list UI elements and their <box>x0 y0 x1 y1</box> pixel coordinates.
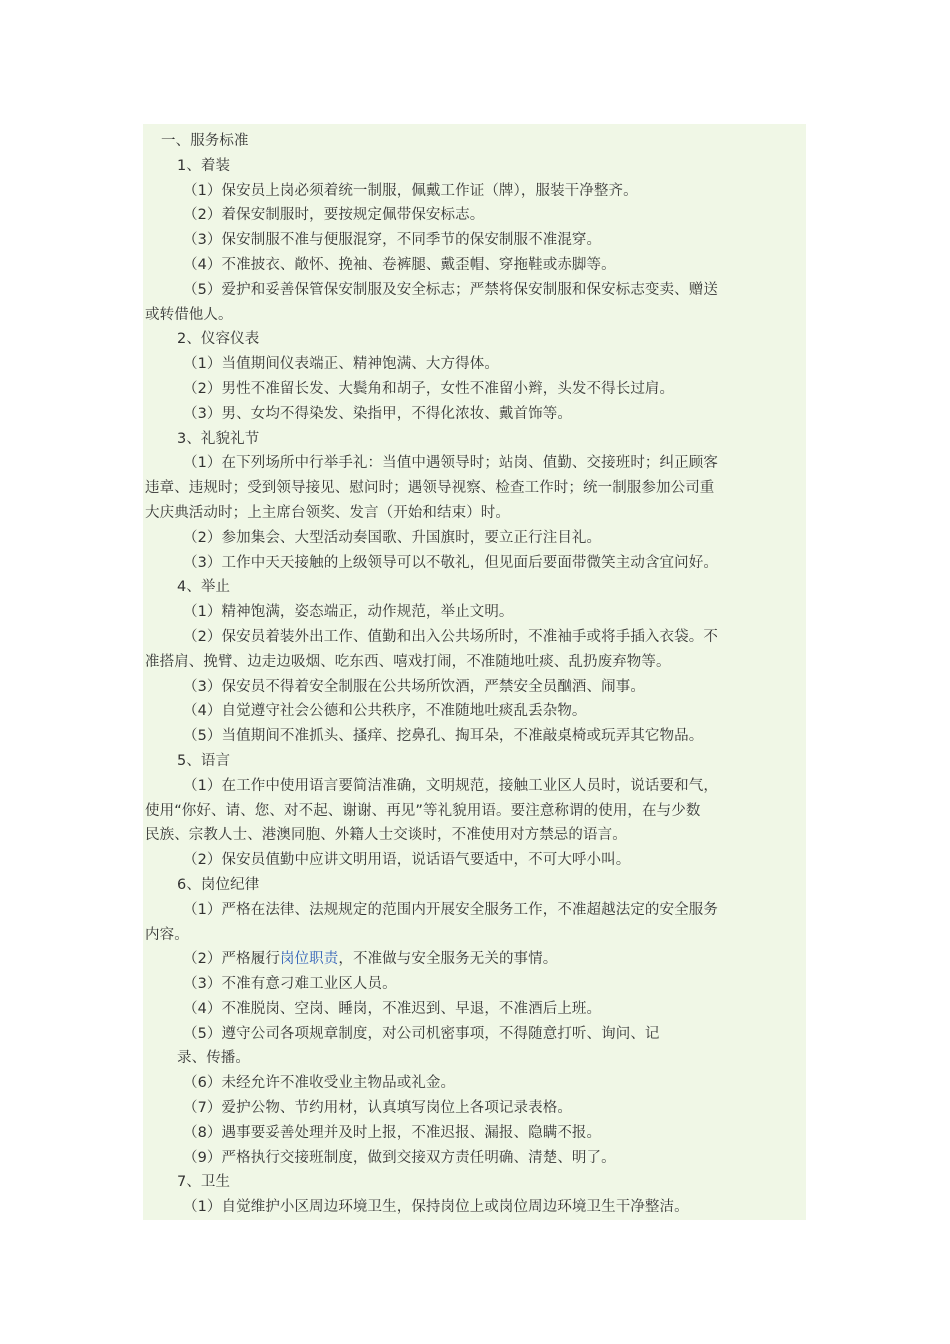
job-duties-link[interactable]: 岗位职责 <box>279 951 339 968</box>
document-line: （3）不准有意刁难工业区人员。 <box>183 976 397 993</box>
document-line: 大庆典活动时；上主席台领奖、发言（开始和结束）时。 <box>145 504 510 521</box>
document-line: 4、举止 <box>177 579 231 596</box>
document-line: （1）自觉维护小区周边环境卫生，保持岗位上或岗位周边环境卫生干净整洁。 <box>183 1199 689 1216</box>
document-line: 准搭肩、挽臂、边走边吸烟、吃东西、嘻戏打闹，不准随地吐痰、乱扔废弃物等。 <box>145 653 671 670</box>
line-text-after: ，不准做与安全服务无关的事情。 <box>338 951 558 968</box>
document-line: 3、礼貌礼节 <box>177 430 260 447</box>
document-line: （3）工作中天天接触的上级领导可以不敬礼，但见面后要面带微笑主动含宜问好。 <box>183 554 718 571</box>
document-line: （1）在工作中使用语言要简洁准确，文明规范，接触工业区人员时，说话要和气， <box>183 777 718 794</box>
document-line: （2）保安员着装外出工作、值勤和出入公共场所时，不准袖手或将手插入衣袋。不 <box>183 628 718 645</box>
document-line: （2）男性不准留长发、大鬓角和胡子，女性不准留小辫，头发不得长过肩。 <box>183 380 675 397</box>
document-line: （7）爱护公物、节约用材，认真填写岗位上各项记录表格。 <box>183 1100 572 1117</box>
document-line: 内容。 <box>145 926 189 943</box>
document-line <box>143 947 806 972</box>
document-line: 2、仪容仪表 <box>177 331 260 348</box>
document-line: （1）严格在法律、法规规定的范围内开展安全服务工作，不准超越法定的安全服务 <box>183 901 718 918</box>
document-line: （4）不准披衣、敞怀、挽袖、卷裤腿、戴歪帽、穿拖鞋或赤脚等。 <box>183 256 616 273</box>
document-line: （6）未经允许不准收受业主物品或礼金。 <box>183 1075 456 1092</box>
line-text-before: （2）严格履行 <box>183 951 280 968</box>
document-line: 1、着装 <box>177 157 231 174</box>
document-line: 民族、宗教人士、港澳同胞、外籍人士交谈时，不准使用对方禁忌的语言。 <box>145 827 627 844</box>
document-line: （2）着保安制服时，要按规定佩带保安标志。 <box>183 207 485 224</box>
document-line: 5、语言 <box>177 752 231 769</box>
document-line: 一、服务标准 <box>161 133 249 149</box>
document-line: （3）男、女均不得染发、染指甲，不得化浓妆、戴首饰等。 <box>183 405 572 422</box>
document-line: 使用“你好、请、您、对不起、谢谢、再见”等礼貌用语。要注意称谓的使用，在与少数 <box>145 802 701 819</box>
document-line: （1）在下列场所中行举手礼：当值中遇领导时；站岗、值勤、交接班时；纠正顾客 <box>183 455 718 472</box>
document-line: 7、卫生 <box>177 1174 231 1191</box>
document-line: （2）参加集会、大型活动奏国歌、升国旗时，要立正行注目礼。 <box>183 529 602 546</box>
document-line: （3）保安制服不准与便服混穿，不同季节的保安制服不准混穿。 <box>183 232 602 249</box>
document-line: （9）严格执行交接班制度，做到交接双方责任明确、清楚、明了。 <box>183 1149 616 1166</box>
document-line: （8）遇事要妥善处理并及时上报，不准迟报、漏报、隐瞒不报。 <box>183 1124 602 1141</box>
document-line: （1）保安员上岗必须着统一制服，佩戴工作证（牌），服装干净整齐。 <box>183 182 638 199</box>
document-line: （5）遵守公司各项规章制度，对公司机密事项，不得随意打听、询问、记 <box>183 1025 660 1042</box>
document-line: （2）保安员值勤中应讲文明用语，说话语气要适中，不可大呼小叫。 <box>183 852 631 869</box>
document-line: （3）保安员不得着安全制服在公共场所饮酒，严禁安全员酗酒、闹事。 <box>183 678 645 695</box>
document-line: （1）精神饱满，姿态端正，动作规范，举止文明。 <box>183 604 514 621</box>
document-line: （1）当值期间仪表端正、精神饱满、大方得体。 <box>183 356 499 373</box>
document-line: 录、传播。 <box>177 1050 250 1067</box>
document-line: 违章、违规时；受到领导接见、慰问时；遇领导视察、检查工作时；统一制服参加公司重 <box>145 480 715 497</box>
document-line: （5）当值期间不准抓头、搔痒、挖鼻孔、掏耳朵，不准敲桌椅或玩弄其它物品。 <box>183 728 704 745</box>
document-line: （4）不准脱岗、空岗、睡岗，不准迟到、早退，不准酒后上班。 <box>183 1000 602 1017</box>
document-panel <box>143 124 806 1220</box>
document-line: （5）爱护和妥善保管保安制服及安全标志；严禁将保安制服和保安标志变卖、赠送 <box>183 281 718 298</box>
document-line: 或转借他人。 <box>145 306 233 323</box>
document-body <box>143 129 806 1220</box>
document-line: 6、岗位纪律 <box>177 876 260 893</box>
document-line: （4）自觉遵守社会公德和公共秩序，不准随地吐痰乱丢杂物。 <box>183 703 587 720</box>
